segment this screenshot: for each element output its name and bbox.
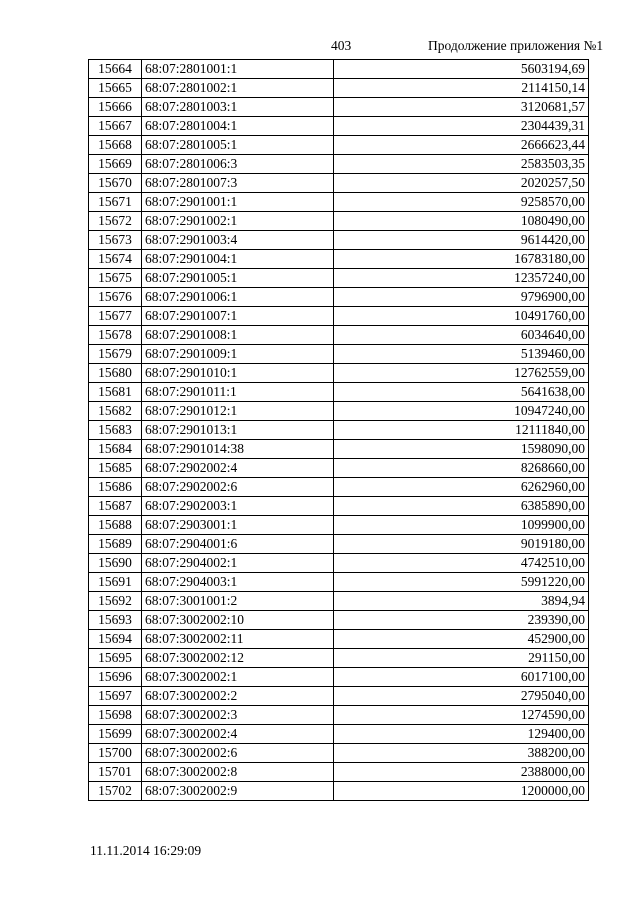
cadastral-value: 1274590,00 [334,706,589,725]
cadastral-number: 68:07:2901007:1 [142,307,334,326]
cadastral-value: 12111840,00 [334,421,589,440]
row-number: 15690 [89,554,142,573]
cadastral-value: 5991220,00 [334,573,589,592]
cadastral-number: 68:07:2901004:1 [142,250,334,269]
cadastral-value: 2304439,31 [334,117,589,136]
cadastral-number: 68:07:2901008:1 [142,326,334,345]
cadastral-number: 68:07:2801005:1 [142,136,334,155]
table-row [89,136,589,155]
row-number: 15666 [89,98,142,117]
table-row [89,212,589,231]
cadastral-value: 2583503,35 [334,155,589,174]
row-number: 15668 [89,136,142,155]
table-row [89,611,589,630]
cadastral-number: 68:07:3002002:11 [142,630,334,649]
cadastral-number: 68:07:2801004:1 [142,117,334,136]
page-number: 403 [331,38,352,53]
cadastral-value: 6034640,00 [334,326,589,345]
cadastral-number: 68:07:3002002:10 [142,611,334,630]
cadastral-number: 68:07:2904002:1 [142,554,334,573]
table-row [89,592,589,611]
cadastral-value: 5139460,00 [334,345,589,364]
row-number: 15676 [89,288,142,307]
cadastral-value: 9019180,00 [334,535,589,554]
row-number: 15679 [89,345,142,364]
cadastral-number: 68:07:3002002:9 [142,782,334,801]
row-number: 15683 [89,421,142,440]
row-number: 15670 [89,174,142,193]
table-row [89,725,589,744]
cadastral-number: 68:07:3002002:12 [142,649,334,668]
cadastral-value: 388200,00 [334,744,589,763]
row-number: 15685 [89,459,142,478]
cadastral-number: 68:07:2801002:1 [142,79,334,98]
cadastral-value: 8268660,00 [334,459,589,478]
cadastral-value: 2020257,50 [334,174,589,193]
table-row [89,231,589,250]
cadastral-number: 68:07:2902002:6 [142,478,334,497]
cadastral-value: 1598090,00 [334,440,589,459]
row-number: 15692 [89,592,142,611]
row-number: 15688 [89,516,142,535]
cadastral-value: 2666623,44 [334,136,589,155]
row-number: 15672 [89,212,142,231]
cadastral-value: 9614420,00 [334,231,589,250]
cadastral-value: 1200000,00 [334,782,589,801]
cadastral-number: 68:07:3002002:8 [142,763,334,782]
cadastral-number: 68:07:2903001:1 [142,516,334,535]
row-number: 15673 [89,231,142,250]
row-number: 15684 [89,440,142,459]
table-row [89,307,589,326]
row-number: 15678 [89,326,142,345]
table-row [89,440,589,459]
cadastral-value: 10947240,00 [334,402,589,421]
cadastral-number: 68:07:2902002:4 [142,459,334,478]
table-row [89,326,589,345]
table-row [89,60,589,79]
row-number: 15696 [89,668,142,687]
cadastral-number: 68:07:2901014:38 [142,440,334,459]
cadastral-number: 68:07:2901013:1 [142,421,334,440]
cadastral-value: 9258570,00 [334,193,589,212]
print-timestamp: 11.11.2014 16:29:09 [90,843,202,858]
row-number: 15700 [89,744,142,763]
table-row [89,383,589,402]
table-row [89,706,589,725]
table-row [89,364,589,383]
table-row [89,345,589,364]
row-number: 15693 [89,611,142,630]
cadastral-value: 12357240,00 [334,269,589,288]
cadastral-value: 452900,00 [334,630,589,649]
table-row [89,535,589,554]
table-row [89,459,589,478]
cadastral-number: 68:07:2901010:1 [142,364,334,383]
cadastral-number: 68:07:2901006:1 [142,288,334,307]
cadastral-value: 1080490,00 [334,212,589,231]
table-row [89,516,589,535]
cadastral-value: 6385890,00 [334,497,589,516]
row-number: 15674 [89,250,142,269]
row-number: 15667 [89,117,142,136]
cadastral-number: 68:07:2901001:1 [142,193,334,212]
table-row [89,98,589,117]
row-number: 15687 [89,497,142,516]
cadastral-number: 68:07:3002002:1 [142,668,334,687]
cadastral-number: 68:07:2904003:1 [142,573,334,592]
cadastral-number: 68:07:2901005:1 [142,269,334,288]
cadastral-value: 239390,00 [334,611,589,630]
row-number: 15702 [89,782,142,801]
cadastral-value: 3120681,57 [334,98,589,117]
row-number: 15694 [89,630,142,649]
cadastral-number: 68:07:2904001:6 [142,535,334,554]
cadastral-number: 68:07:2901003:4 [142,231,334,250]
row-number: 15699 [89,725,142,744]
cadastral-number: 68:07:2801006:3 [142,155,334,174]
cadastral-number: 68:07:3002002:4 [142,725,334,744]
table-row [89,744,589,763]
cadastral-number: 68:07:2801001:1 [142,60,334,79]
cadastral-value: 2795040,00 [334,687,589,706]
table-row [89,668,589,687]
table-row [89,763,589,782]
row-number: 15680 [89,364,142,383]
row-number: 15701 [89,763,142,782]
table-row [89,630,589,649]
cadastral-number: 68:07:2901012:1 [142,402,334,421]
cadastral-number: 68:07:2901002:1 [142,212,334,231]
row-number: 15671 [89,193,142,212]
table-row [89,782,589,801]
cadastral-number: 68:07:3001001:2 [142,592,334,611]
cadastral-number: 68:07:3002002:6 [142,744,334,763]
table-row [89,649,589,668]
cadastral-value: 291150,00 [334,649,589,668]
cadastral-value: 6017100,00 [334,668,589,687]
table-row [89,497,589,516]
table-row [89,269,589,288]
row-number: 15697 [89,687,142,706]
cadastral-value: 2388000,00 [334,763,589,782]
row-number: 15681 [89,383,142,402]
cadastral-value: 6262960,00 [334,478,589,497]
cadastral-value: 16783180,00 [334,250,589,269]
row-number: 15686 [89,478,142,497]
table-row [89,79,589,98]
cadastral-value: 2114150,14 [334,79,589,98]
table-body [89,60,589,801]
table-row [89,193,589,212]
table-row [89,573,589,592]
table-row [89,174,589,193]
table-row [89,117,589,136]
row-number: 15675 [89,269,142,288]
cadastral-number: 68:07:2901009:1 [142,345,334,364]
row-number: 15695 [89,649,142,668]
row-number: 15664 [89,60,142,79]
table-row [89,554,589,573]
cadastral-value: 9796900,00 [334,288,589,307]
row-number: 15682 [89,402,142,421]
cadastral-value: 129400,00 [334,725,589,744]
row-number: 15689 [89,535,142,554]
row-number: 15691 [89,573,142,592]
cadastral-value: 1099900,00 [334,516,589,535]
cadastral-value: 3894,94 [334,592,589,611]
cadastral-number: 68:07:2901011:1 [142,383,334,402]
table-row [89,288,589,307]
cadastral-value: 12762559,00 [334,364,589,383]
cadastral-number: 68:07:2801003:1 [142,98,334,117]
row-number: 15669 [89,155,142,174]
table-row [89,478,589,497]
cadastral-value-table [88,59,589,801]
table-row [89,155,589,174]
row-number: 15677 [89,307,142,326]
table-row [89,402,589,421]
cadastral-number: 68:07:3002002:3 [142,706,334,725]
cadastral-number: 68:07:2902003:1 [142,497,334,516]
cadastral-value: 4742510,00 [334,554,589,573]
table-row [89,687,589,706]
cadastral-number: 68:07:2801007:3 [142,174,334,193]
row-number: 15665 [89,79,142,98]
appendix-continuation-note: Продолжение приложения №1 [428,38,604,53]
cadastral-value: 10491760,00 [334,307,589,326]
cadastral-value: 5603194,69 [334,60,589,79]
table-row [89,421,589,440]
cadastral-number: 68:07:3002002:2 [142,687,334,706]
table-row [89,250,589,269]
row-number: 15698 [89,706,142,725]
cadastral-value: 5641638,00 [334,383,589,402]
